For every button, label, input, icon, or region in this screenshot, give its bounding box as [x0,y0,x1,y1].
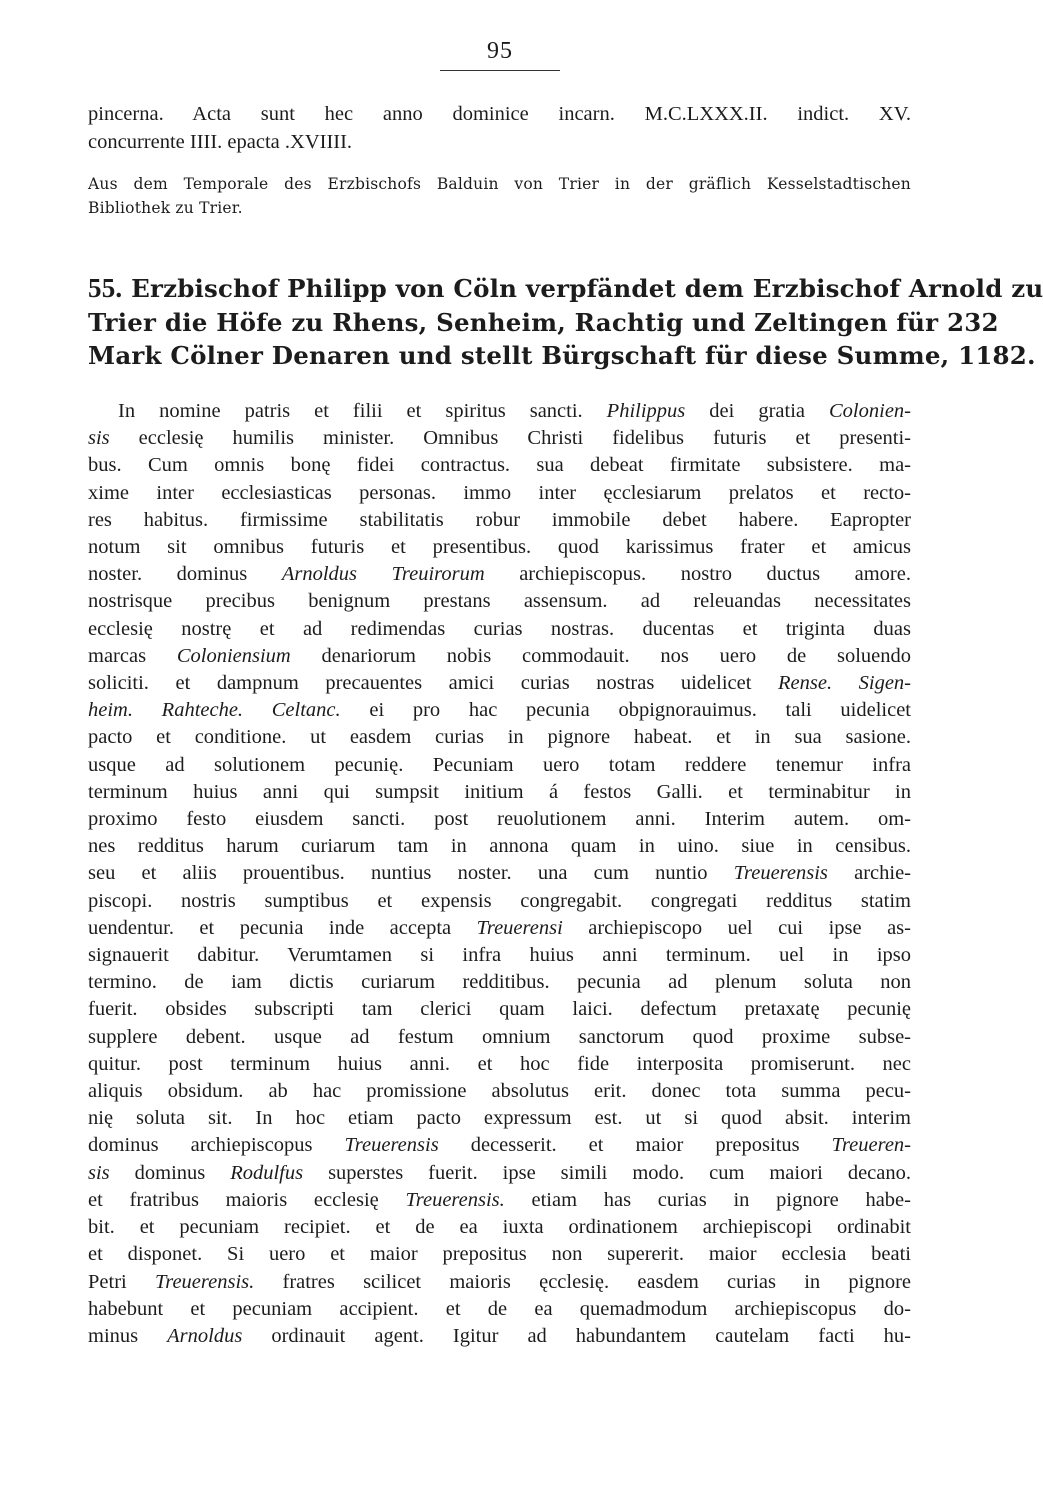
italic-name: sis [88,1161,110,1184]
body-line [88,860,911,887]
body-text-segment: superstes fuerit. ipse simili modo. cum maiori decano. [303,1161,911,1184]
page-number-rule [440,70,560,71]
source-note-line: Bibliothek zu Trier. [88,199,243,217]
body-line [88,1241,911,1268]
heading-text: Erzbischof Philipp von Cöln verpfändet dem Erzbischof Arnold zu [131,274,1043,303]
body-text-segment: piscopi. nostris sumptibus et expensis congregabit. congregati redditus statim [88,889,911,912]
body-line [88,969,911,996]
heading-line [88,272,1043,306]
body-line [88,1051,911,1078]
body-line [88,1078,911,1105]
italic-name: Treuerensi [476,916,563,939]
page-number: 95 [487,38,513,64]
body-text-segment: notum sit omnibus futuris et presentibus. quod karissimus frater et amicus [88,536,911,559]
body-text-segment: fuerit. obsides subscripti tam clerici quam laici. defectum pretaxatę pecunię [88,998,911,1021]
intro-paragraph [88,100,911,156]
body-text-segment: fratres scilicet maioris ęcclesię. easdem curias in pignore [254,1270,912,1293]
italic-name: Philippus [606,400,686,422]
body-line [88,915,911,942]
body-text-segment: et fratribus maioris ecclesię [88,1188,406,1211]
body-text-segment: res habitus. firmissime stabilitatis robur immobile debet habere. Eapropter [88,508,911,531]
intro-line: concurrente IIII. epacta .XVIIII. [88,131,353,153]
body-line [88,806,911,833]
body-line [88,1296,911,1323]
italic-name: Treuerensis [344,1134,439,1157]
source-note [88,172,911,220]
body-text-segment: archiepiscopus. nostro ductus amore. [484,563,911,586]
body-line [88,452,911,479]
body-text-segment: bus. Cum omnis bonę fidei contractus. sua debeat firmitate subsistere. ma- [88,454,911,477]
body-text-segment: ordinauit agent. Igitur ad habundantem cautelam facti hu- [242,1324,911,1347]
italic-name: Treuerensis. [405,1188,505,1211]
body-line [88,724,911,751]
body-line [88,752,911,779]
body-text-segment: quitur. post terminum huius anni. et hoc fide interposita promiserunt. nec [88,1052,911,1075]
body-text-segment: supplere debent. usque ad festum omnium sanctorum quod proxime subse- [88,1025,911,1048]
body-line [88,697,911,724]
italic-name: heim. Rahteche. Celtanc. [88,699,341,722]
body-text-segment: usque ad solutionem pecunię. Pecuniam uero totam reddere tenemur infra [88,753,911,776]
body-text-segment: seu et aliis prouentibus. nuntius noster. una cum nuntio [88,862,734,885]
italic-name: Colonien- [829,400,911,422]
body-text-segment: termino. de iam dictis curiarum redditibus. pecunia ad plenum soluta non [88,971,911,994]
body-line [88,643,911,670]
italic-name: Arnoldus [167,1324,243,1347]
body-text-segment: proximo festo eiusdem sancti. post reuolutionem anni. Interim autem. om- [88,808,911,831]
body-line [88,1105,911,1132]
body-line [88,588,911,615]
body-text-segment: dei gratia [685,400,829,422]
body-line [88,670,911,697]
body-line [88,616,911,643]
body-text-segment: nostrisque precibus benignum prestans assensum. ad releuandas necessitates [88,590,911,613]
italic-name: Rense. Sigen- [778,672,911,695]
body-text-segment: etiam has curias in pignore habe- [504,1188,911,1211]
italic-name: Rodulfus [230,1161,304,1184]
body-line [88,480,911,507]
body-line [88,996,911,1023]
intro-line: pincerna. Acta sunt hec anno dominice incarn. M.C.LXXX.II. indict. XV. [88,103,911,125]
body-line [88,1214,911,1241]
italic-name: Arnoldus Treuirorum [281,563,485,586]
body-line [88,534,911,561]
body-line [88,942,911,969]
body-text-segment: archiepiscopo uel cui ipse as- [562,916,911,939]
body-text-segment: nes redditus harum curiarum tam in annona quam in uino. siue in censibus. [88,835,911,858]
body-text-segment: aliquis obsidum. ab hac promissione absolutus erit. donec tota summa pecu- [88,1080,911,1103]
italic-name: Coloniensium [176,644,291,667]
charter-body-text [88,398,911,1350]
source-note-line: Aus dem Temporale des Erzbischofs Balduin von Trier in der gräflich Kesselstadtischen [88,175,911,193]
body-text-segment: habebunt et pecuniam accipient. et de ea quemadmodum archiepiscopus do- [88,1297,911,1320]
body-text-segment: minus [88,1324,168,1347]
body-text-segment: ecclesię humilis minister. Omnibus Christi fidelibus futuris et presenti- [109,427,911,450]
italic-name: Treuerensis [733,862,828,885]
body-line [88,1187,911,1214]
body-text-segment: ei pro hac pecunia obpignorauimus. tali uidelicet [340,699,911,722]
body-text-segment: dominus [109,1161,231,1184]
heading-line: Trier die Höfe zu Rhens, Senheim, Rachtig und Zeltingen für 232 [88,307,999,337]
body-text-segment: et disponet. Si uero et maior prepositus non supererit. maior ecclesia beati [88,1243,911,1266]
body-text-segment: ecclesię nostrę et ad redimendas curias nostras. ducentas et triginta duas [88,617,911,640]
body-text-segment: denariorum nobis commodauit. nos uero de soluendo [290,644,911,667]
body-line [88,1323,911,1350]
body-text-segment: Petri [88,1270,155,1293]
body-line [88,1132,911,1159]
heading-line: Mark Cölner Denaren und stellt Bürgschaft für diese Summe, 1182. [88,341,1036,370]
italic-name: Treueren- [831,1134,911,1157]
body-line [88,561,911,588]
body-text-segment: xime inter ecclesiasticas personas. immo inter ęcclesiarum prelatos et recto- [88,481,911,504]
body-text-segment: marcas [88,644,177,667]
italic-name: sis [88,427,110,450]
document-heading [88,272,1043,373]
body-line [88,1160,911,1187]
document-number: 55. [88,273,123,303]
body-text-segment: terminum huius anni qui sumpsit initium á festos Galli. et terminabitur in [88,780,911,803]
body-line [88,779,911,806]
body-line [88,1024,911,1051]
body-line [88,888,911,915]
body-line [88,507,911,534]
body-text-segment: nię soluta sit. In hoc etiam pacto expressum est. ut si quod absit. interim [88,1107,911,1130]
body-text-segment: dominus archiepiscopus [88,1134,345,1157]
body-text-segment: noster. dominus [88,563,282,586]
body-text-segment: bit. et pecuniam recipiet. et de ea iuxta ordinationem archiepiscopi ordinabit [88,1216,911,1239]
italic-name: Treuerensis. [154,1270,255,1293]
body-line [88,833,911,860]
body-text-segment: decesserit. et maior prepositus [438,1134,832,1157]
body-text-segment: signauerit dabitur. Verumtamen si infra huius anni terminum. uel in ipso [88,944,911,967]
body-line [88,398,911,425]
body-text-segment: soliciti. et dampnum precauentes amici curias nostras uidelicet [88,672,778,695]
body-text-segment: uendentur. et pecunia inde accepta [88,916,477,939]
body-text-segment: pacto et conditione. ut easdem curias in pignore habeat. et in sua sasione. [88,726,911,749]
body-text-segment: In nomine patris et filii et spiritus sancti. [118,400,607,422]
body-text-segment: archie- [827,862,912,885]
body-line [88,425,911,452]
body-line [88,1269,911,1296]
